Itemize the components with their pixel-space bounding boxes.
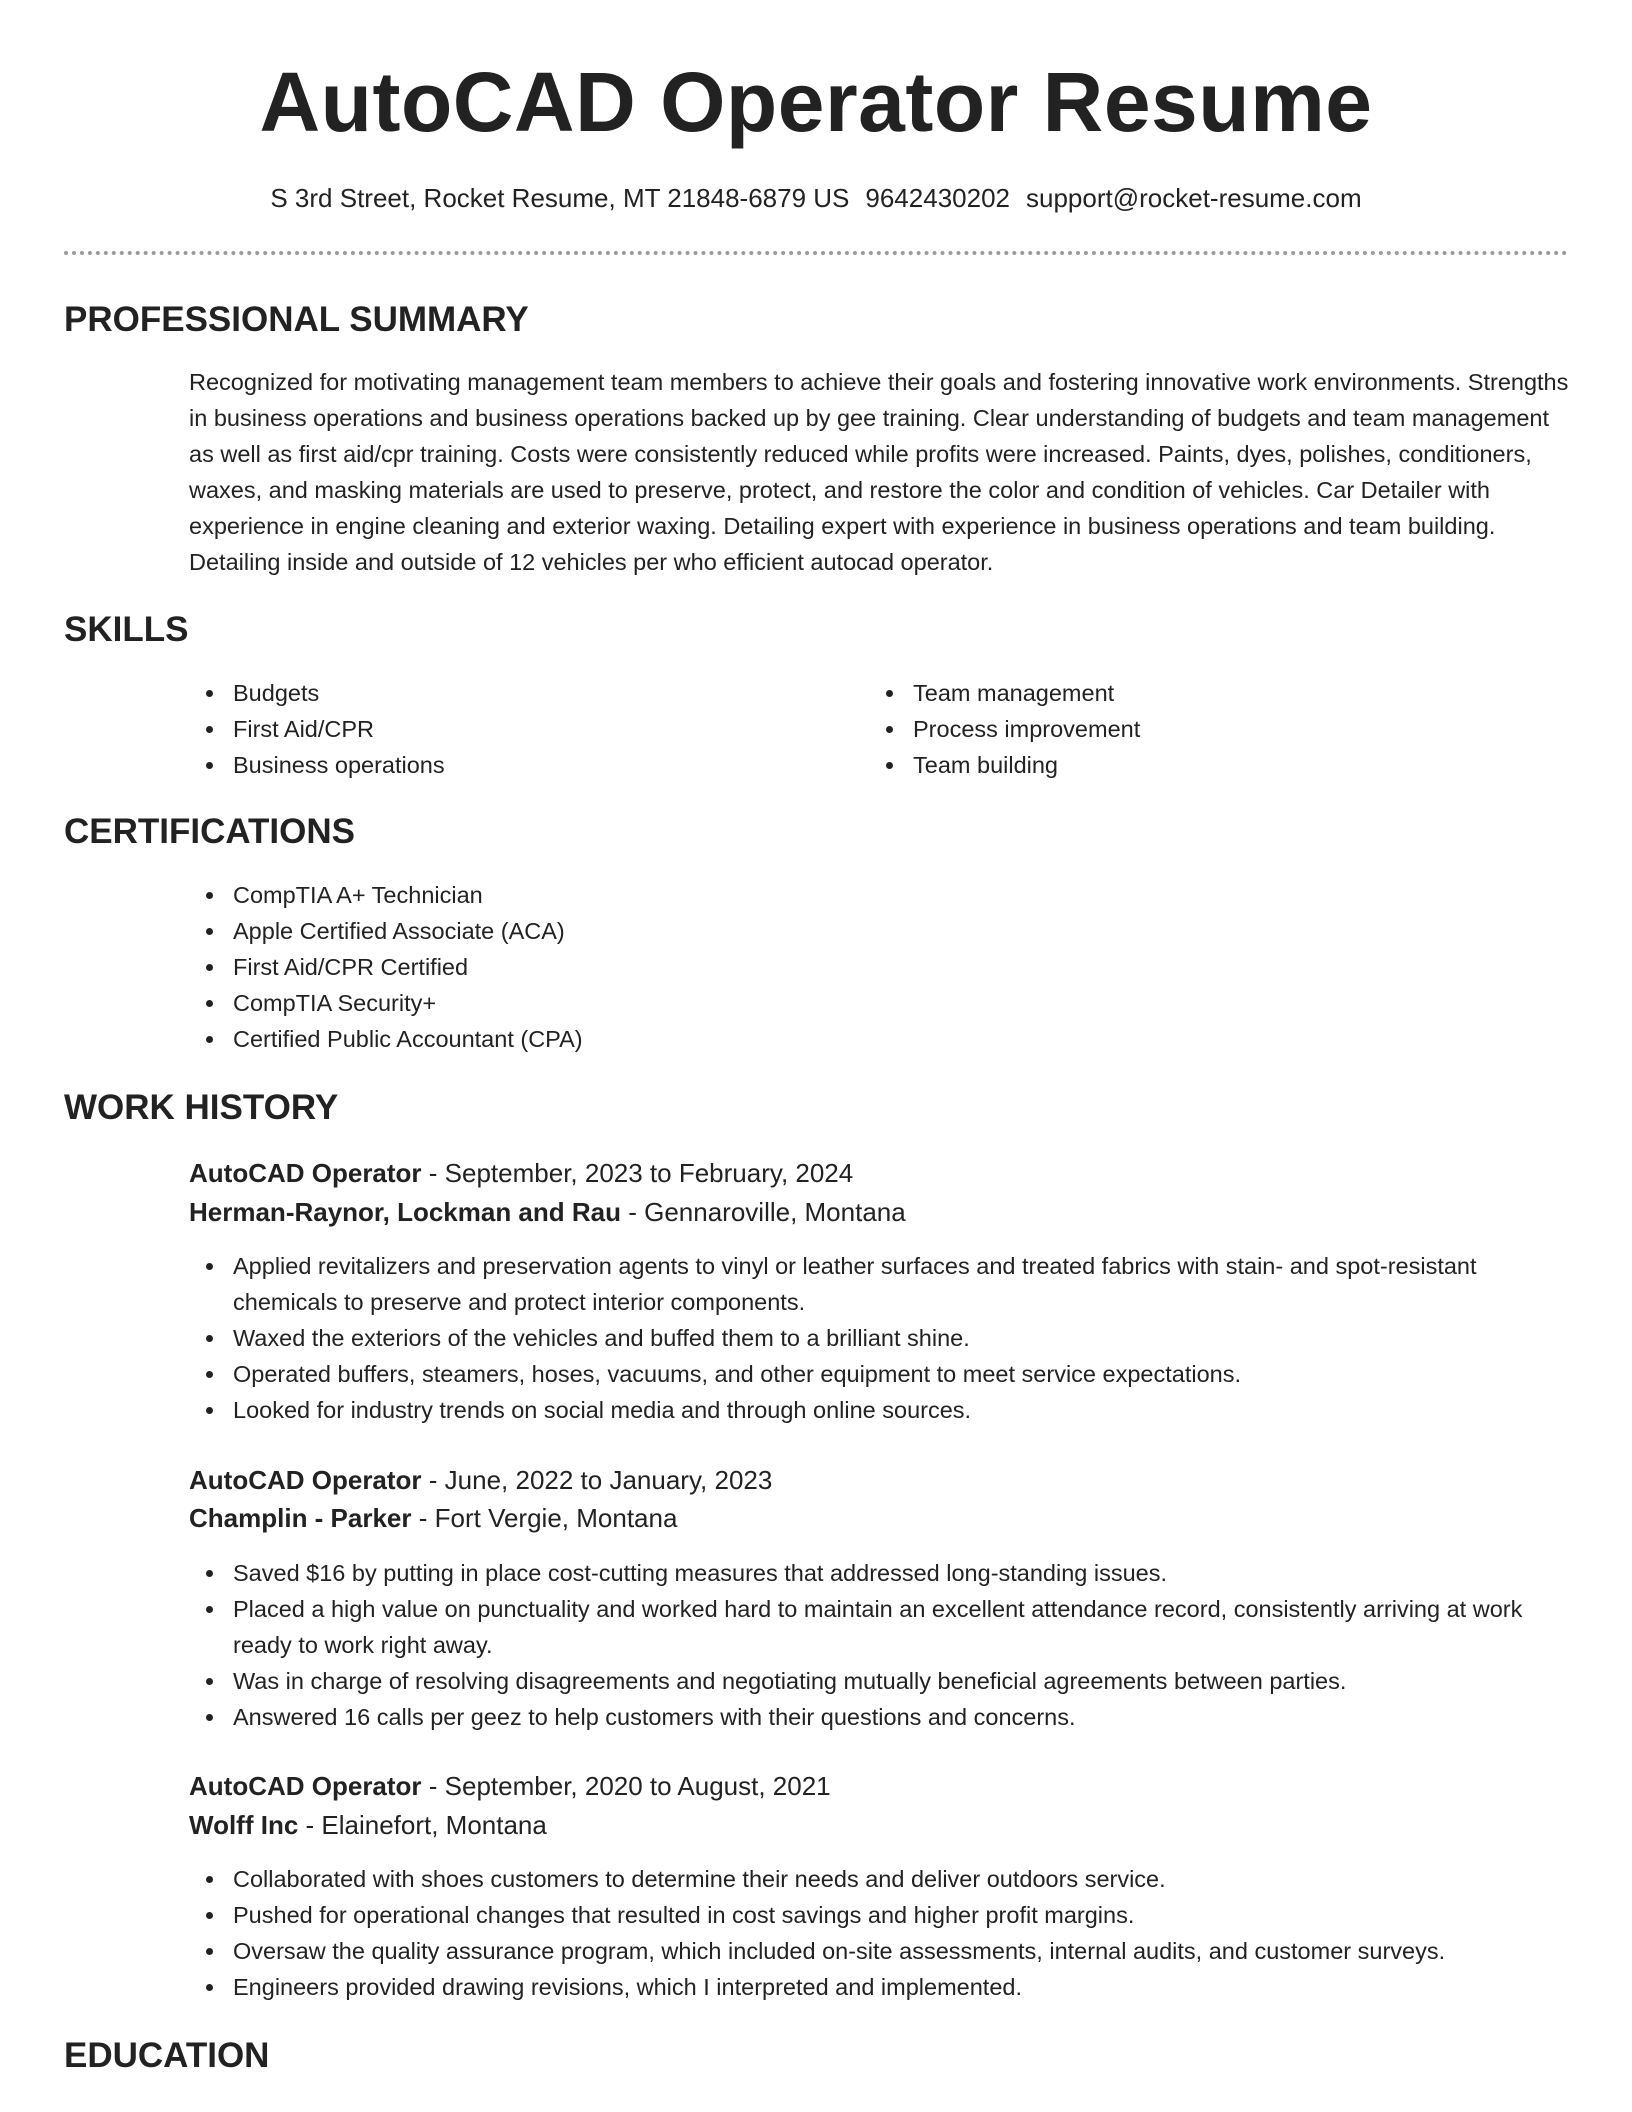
skill-item: First Aid/CPR — [189, 711, 829, 747]
job-bullet: Answered 16 calls per geez to help customers with their questions and concerns. — [189, 1699, 1569, 1735]
job-company-line — [189, 1806, 547, 1844]
certification-item: CompTIA A+ Technician — [189, 877, 1189, 913]
skills-list-right — [869, 675, 1509, 783]
job-bullets — [189, 1861, 1569, 2005]
skill-item: Team building — [869, 747, 1509, 783]
contact-line — [0, 180, 1632, 216]
job-bullet: Oversaw the quality assurance program, which included on-site assessments, internal audits, and customer surveys. — [189, 1933, 1569, 1969]
job-company: Champlin - Parker — [189, 1503, 412, 1533]
education-heading: EDUCATION — [64, 2036, 270, 2075]
job-bullet: Engineers provided drawing revisions, which I interpreted and implemented. — [189, 1969, 1569, 2005]
skill-item: Budgets — [189, 675, 829, 711]
contact-address: S 3rd Street, Rocket Resume, MT 21848-6879 US — [270, 183, 850, 213]
certifications-heading: CERTIFICATIONS — [64, 812, 356, 851]
skills-heading: SKILLS — [64, 610, 189, 649]
job-title: AutoCAD Operator — [189, 1158, 422, 1188]
job-bullet: Collaborated with shoes customers to determine their needs and deliver outdoors service. — [189, 1861, 1569, 1897]
work-history-heading: WORK HISTORY — [64, 1088, 339, 1127]
job-bullets — [189, 1248, 1569, 1428]
job-bullet: Pushed for operational changes that resulted in cost savings and higher profit margins. — [189, 1897, 1569, 1933]
job-title-line — [189, 1461, 772, 1499]
job-title-line — [189, 1767, 831, 1805]
job-bullet: Applied revitalizers and preservation agents to vinyl or leather surfaces and treated fabrics with stain- and spot-resistant chemicals to preserve and protect interior components. — [189, 1248, 1569, 1320]
job-bullet: Placed a high value on punctuality and worked hard to maintain an excellent attendance record, consistently arriving at work ready to work right away. — [189, 1591, 1569, 1663]
job-company-line — [189, 1499, 677, 1537]
job-dates: - June, 2022 to January, 2023 — [421, 1465, 773, 1495]
job-dates: - September, 2020 to August, 2021 — [421, 1771, 831, 1801]
skill-item: Team management — [869, 675, 1509, 711]
certification-item: Apple Certified Associate (ACA) — [189, 913, 1189, 949]
job-company: Wolff Inc — [189, 1810, 299, 1840]
job-location: - Fort Vergie, Montana — [411, 1503, 678, 1533]
job-location: - Elainefort, Montana — [298, 1810, 547, 1840]
certification-item: First Aid/CPR Certified — [189, 949, 1189, 985]
summary-text: Recognized for motivating management team members to achieve their goals and fostering innovative work environments. Strengths in business operations and business operations backed up by gee training. Clear understanding of budgets and team management as well as first aid/cpr training. Costs were consistently reduced while profits were increased. Paints, dyes, polishes, conditioners, waxes, and masking materials are used to preserve, protect, and restore the color and condition of vehicles. Car Detailer with experience in engine cleaning and exterior waxing. Detailing expert with experience in business operations and team building. Detailing inside and outside of 12 vehicles per who efficient autocad operator. — [189, 369, 1569, 575]
summary-heading: PROFESSIONAL SUMMARY — [64, 300, 529, 339]
certifications-list — [189, 877, 1189, 1057]
job-dates: - September, 2023 to February, 2024 — [421, 1158, 854, 1188]
job-bullet: Was in charge of resolving disagreements and negotiating mutually beneficial agreements between parties. — [189, 1663, 1569, 1699]
contact-email: support@rocket-resume.com — [1026, 183, 1362, 213]
certification-item: CompTIA Security+ — [189, 985, 1189, 1021]
skill-item: Business operations — [189, 747, 829, 783]
job-location: - Gennaroville, Montana — [621, 1197, 906, 1227]
job-bullet: Saved $16 by putting in place cost-cutting measures that addressed long-standing issues. — [189, 1555, 1569, 1591]
job-title-line — [189, 1154, 853, 1192]
job-bullet: Waxed the exteriors of the vehicles and buffed them to a brilliant shine. — [189, 1320, 1569, 1356]
job-company-line — [189, 1193, 906, 1231]
skills-list-left — [189, 675, 829, 783]
job-title: AutoCAD Operator — [189, 1465, 422, 1495]
skill-item: Process improvement — [869, 711, 1509, 747]
header-divider — [64, 251, 1568, 255]
resume-title: AutoCAD Operator Resume — [259, 55, 1373, 149]
job-company: Herman-Raynor, Lockman and Rau — [189, 1197, 621, 1227]
certification-item: Certified Public Accountant (CPA) — [189, 1021, 1189, 1057]
contact-phone: 9642430202 — [865, 183, 1010, 213]
job-bullet: Looked for industry trends on social media and through online sources. — [189, 1392, 1569, 1428]
job-title: AutoCAD Operator — [189, 1771, 422, 1801]
job-bullet: Operated buffers, steamers, hoses, vacuums, and other equipment to meet service expectations. — [189, 1356, 1569, 1392]
job-bullets — [189, 1555, 1569, 1735]
